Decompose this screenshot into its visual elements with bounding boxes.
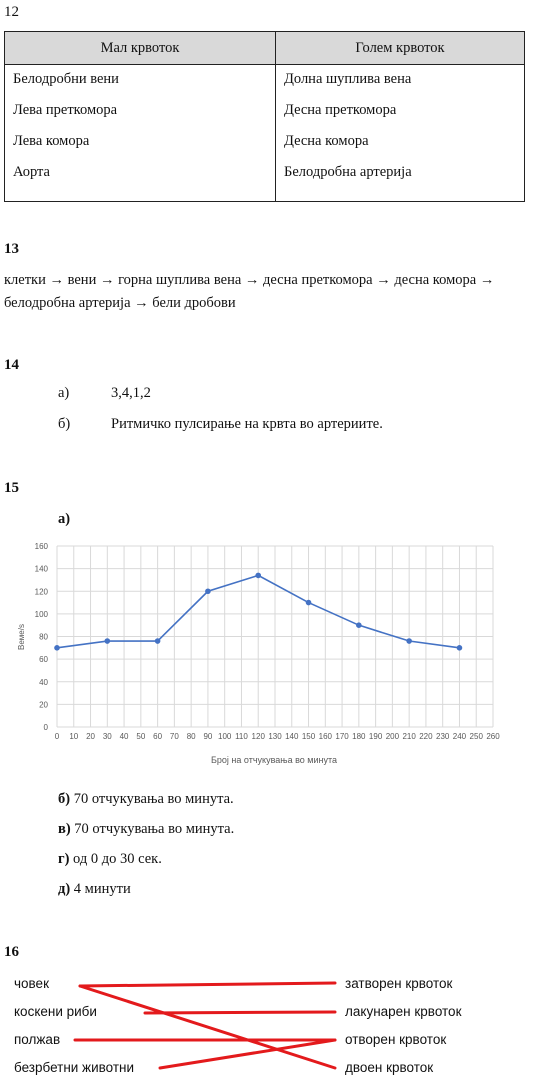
data-point	[205, 588, 211, 594]
x-tick-label: 160	[318, 732, 332, 741]
x-tick-label: 60	[153, 732, 163, 741]
data-point	[105, 638, 111, 644]
q13-answer-line-1: клетки → вени → горна шуплива вена → десна преткомора → десна комора →	[4, 272, 495, 288]
q15-b-answer	[58, 791, 234, 808]
table-cell-item: Аорта	[13, 164, 50, 180]
x-tick-label: 210	[402, 732, 416, 741]
x-tick-label: 190	[368, 732, 383, 741]
x-tick-label: 240	[452, 732, 467, 741]
table-cell-item: Лева преткомора	[13, 102, 118, 118]
q15-e-label: д)	[58, 881, 71, 897]
table-cell-item: Десна преткомора	[284, 102, 397, 118]
x-axis-label: Број на отчукувања во минута	[211, 755, 337, 765]
q15-c-label: в)	[58, 821, 71, 837]
x-tick-label: 180	[352, 732, 366, 741]
organism-human: човек	[14, 976, 49, 991]
organism-snail: полжав	[14, 1032, 61, 1047]
question-15-number: 15	[4, 480, 19, 496]
x-tick-labels	[55, 732, 500, 741]
question-16-number: 16	[4, 944, 19, 960]
q15-a-label: а)	[58, 511, 71, 527]
x-tick-label: 200	[385, 732, 400, 741]
data-point	[356, 622, 362, 628]
table-cell-item: Белодробни вени	[13, 71, 119, 87]
y-tick-label: 140	[34, 564, 48, 574]
x-tick-label: 0	[54, 732, 60, 741]
q14-a-answer: 3,4,1,2	[111, 385, 151, 401]
match-line-human-double	[80, 986, 335, 1068]
y-axis-label: Веме/s	[17, 624, 26, 650]
question-12-number: 12	[4, 4, 19, 20]
x-tick-label: 20	[86, 732, 95, 741]
circulation-lacunar: лакунарен крвоток	[345, 1004, 462, 1019]
circulation-double: двоен крвоток	[345, 1060, 434, 1075]
matching-lines	[0, 970, 546, 1080]
q15-b-label: б)	[58, 791, 71, 807]
x-tick-label: 120	[251, 732, 265, 741]
x-tick-label: 50	[136, 732, 146, 741]
y-tick-label: 40	[39, 677, 48, 687]
x-tick-label: 140	[285, 732, 299, 741]
data-point	[155, 638, 161, 644]
match-line-invertebrates-open	[160, 1040, 335, 1068]
heart-rate-line-chart	[0, 534, 546, 770]
data-point	[406, 638, 412, 644]
y-tick-label: 0	[43, 723, 48, 732]
table-cell-item: Долна шуплива вена	[284, 71, 412, 87]
table-cell-item: Десна комора	[284, 133, 369, 149]
small-circulation-cell	[5, 65, 276, 202]
x-tick-label: 30	[102, 732, 112, 741]
match-line-human-closed	[80, 983, 335, 986]
y-tick-labels	[35, 542, 49, 732]
table-cell-item: Лева комора	[13, 133, 90, 149]
q15-d-label: г)	[58, 851, 70, 867]
q15-d-answer	[58, 851, 162, 868]
question-14-number: 14	[4, 357, 19, 373]
y-tick-label: 100	[34, 609, 48, 619]
large-circulation-cell	[276, 65, 525, 202]
match-line-fish-lacunar	[145, 1012, 335, 1013]
x-tick-label: 10	[69, 732, 79, 741]
header-large-circulation: Голем крвоток	[276, 32, 525, 65]
q15-b-text: 70 отчукувања во минута.	[70, 791, 234, 807]
circulation-open: отворен крвоток	[345, 1032, 447, 1047]
q15-e-text: 4 минути	[70, 881, 131, 897]
q15-d-text: од 0 до 30 сек.	[69, 851, 162, 867]
q14-b-label: б)	[58, 416, 71, 432]
x-tick-label: 170	[335, 732, 349, 741]
x-tick-label: 220	[419, 732, 433, 741]
question-13-number: 13	[4, 241, 19, 257]
data-point	[54, 645, 60, 651]
x-tick-label: 110	[235, 732, 248, 741]
x-tick-label: 100	[218, 732, 232, 741]
q14-b-answer: Ритмичко пулсирање на крвта во артериите.	[111, 416, 383, 432]
x-tick-label: 150	[301, 732, 316, 741]
organism-invertebrates: безрбетни животни	[14, 1060, 135, 1075]
y-tick-label: 80	[39, 632, 48, 642]
data-point	[457, 645, 463, 651]
x-tick-label: 130	[268, 732, 282, 741]
y-tick-label: 120	[34, 587, 48, 597]
x-tick-label: 80	[186, 732, 196, 741]
circulation-table	[4, 31, 525, 202]
header-small-circulation: Мал крвоток	[5, 32, 276, 65]
data-point	[306, 600, 312, 606]
x-tick-label: 250	[469, 732, 483, 741]
organism-bony-fish: коскени риби	[14, 1004, 97, 1019]
y-tick-label: 160	[34, 542, 48, 551]
q13-answer-line-2: белодробна артерија → бели дробови	[4, 295, 236, 311]
x-tick-label: 90	[203, 732, 213, 741]
q15-c-text: 70 отчукувања во минута.	[70, 821, 235, 837]
q15-e-answer	[58, 881, 131, 898]
q15-c-answer	[58, 821, 234, 838]
x-tick-label: 230	[436, 732, 450, 741]
circulation-closed: затворен крвоток	[345, 976, 453, 991]
x-tick-label: 40	[119, 732, 129, 741]
x-tick-label: 70	[169, 732, 179, 741]
table-cell-item: Белодробна артерија	[284, 164, 412, 180]
x-tick-label: 260	[486, 732, 500, 741]
chart-grid	[57, 546, 493, 727]
y-tick-label: 20	[39, 700, 48, 710]
y-tick-label: 60	[39, 655, 48, 665]
q14-a-label: а)	[58, 385, 70, 401]
data-point	[255, 573, 261, 579]
